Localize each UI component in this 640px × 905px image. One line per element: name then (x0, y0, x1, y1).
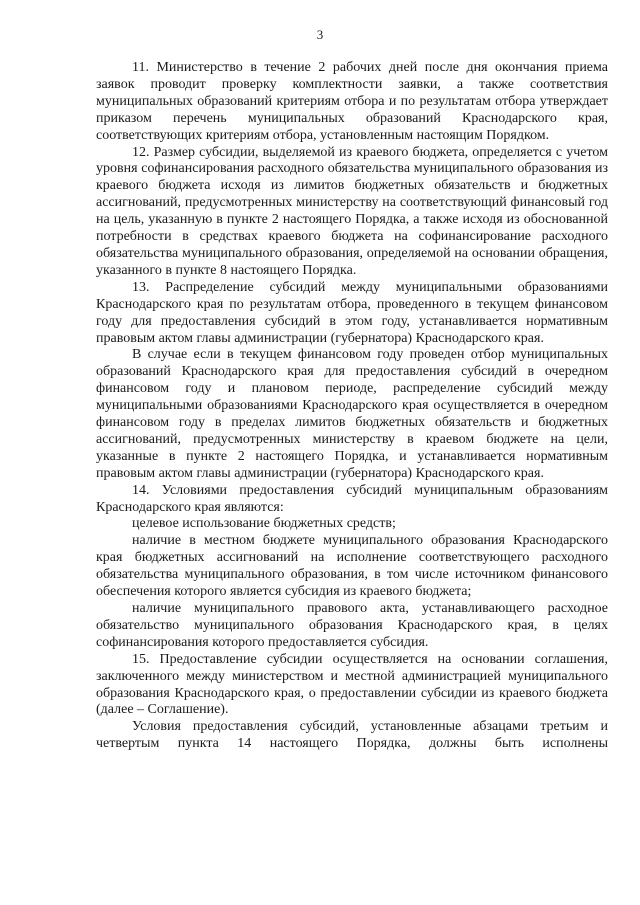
paragraph-item-15: 15. Предоставление субсидии осуществляется на основании соглашения, заключенного между министерством и местной администрацией муниципального образования Краснодарского края, о предоставлении субсидии из краевого бюджета (далее – Соглашение). (96, 651, 608, 718)
paragraph-condition-1: целевое использование бюджетных средств; (132, 516, 396, 532)
paragraph-item-13: 13. Распределение субсидий между муниципальными образованиями Краснодарского края по результатам отбора, проведенного в текущем финансовом году для предоставления субсидий в этом году, устанавливается нормативным правовым актом главы администрации (губернатора) Краснодарского края. (96, 279, 608, 346)
page-number: 3 (316, 27, 324, 42)
paragraph-condition-2: наличие в местном бюджете муниципального образования Краснодарского края бюджетных ассигнований на исполнение соответствующего расходного обязательства муниципального образования, в том числе источником финансового обеспечения которого является субсидия из краевого бюджета; (96, 533, 608, 600)
paragraph-condition-3: наличие муниципального правового акта, устанавливающего расходное обязательство муниципального образования Краснодарского края, в целях софинансирования которого предоставляется субсидия. (96, 601, 608, 650)
paragraph-item-11: 11. Министерство в течение 2 рабочих дней после дня окончания приема заявок проводит проверку комплектности заявки, а также соответствия муниципальных образований критериям отбора и по результатам отбора утверждает приказом перечень муниципальных образований Краснодарского края, соответствующих критериям отбора, установленным настоящим Порядком. (96, 60, 608, 143)
document-body (96, 60, 608, 753)
paragraph-item-12: 12. Размер субсидии, выделяемой из краевого бюджета, определяется с учетом уровня софинансирования расходного обязательства муниципального образования из краевого бюджета исходя из лимитов бюджетных обязательств и бюджетных ассигнований, предусмотренных министерству на соответствующий финансовый год на цель, указанную в пункте 2 настоящего Порядка, а также исходя из обоснованной потребности в средствах краевого бюджета на софинансирование расходного обязательства муниципального образования, определяемой на основании обращения, указанного в пункте 8 настоящего Порядка. (96, 144, 608, 278)
paragraph-item-14: 14. Условиями предоставления субсидий муниципальным образованиям Краснодарского края являются: (96, 482, 608, 515)
paragraph-item-13-continued: В случае если в текущем финансовом году проведен отбор муниципальных образований Краснодарского края для предоставления субсидий в очередном финансовом году и плановом периоде, распределение субсидий между муниципальными образованиями Краснодарского края осуществляется в очередном финансовом году в пределах лимитов бюджетных обязательств и бюджетных ассигнований, предусмотренных министерству в краевом бюджете на цели, указанные в пункте 2 настоящего Порядка, и устанавливается нормативным правовым актом главы администрации (губернатора) Краснодарского края. (96, 347, 608, 481)
paragraph-item-15-continued: Условия предоставления субсидий, установленные абзацами третьим и четвертым пункта 14 настоящего Порядка, должны быть исполнены (96, 719, 608, 752)
